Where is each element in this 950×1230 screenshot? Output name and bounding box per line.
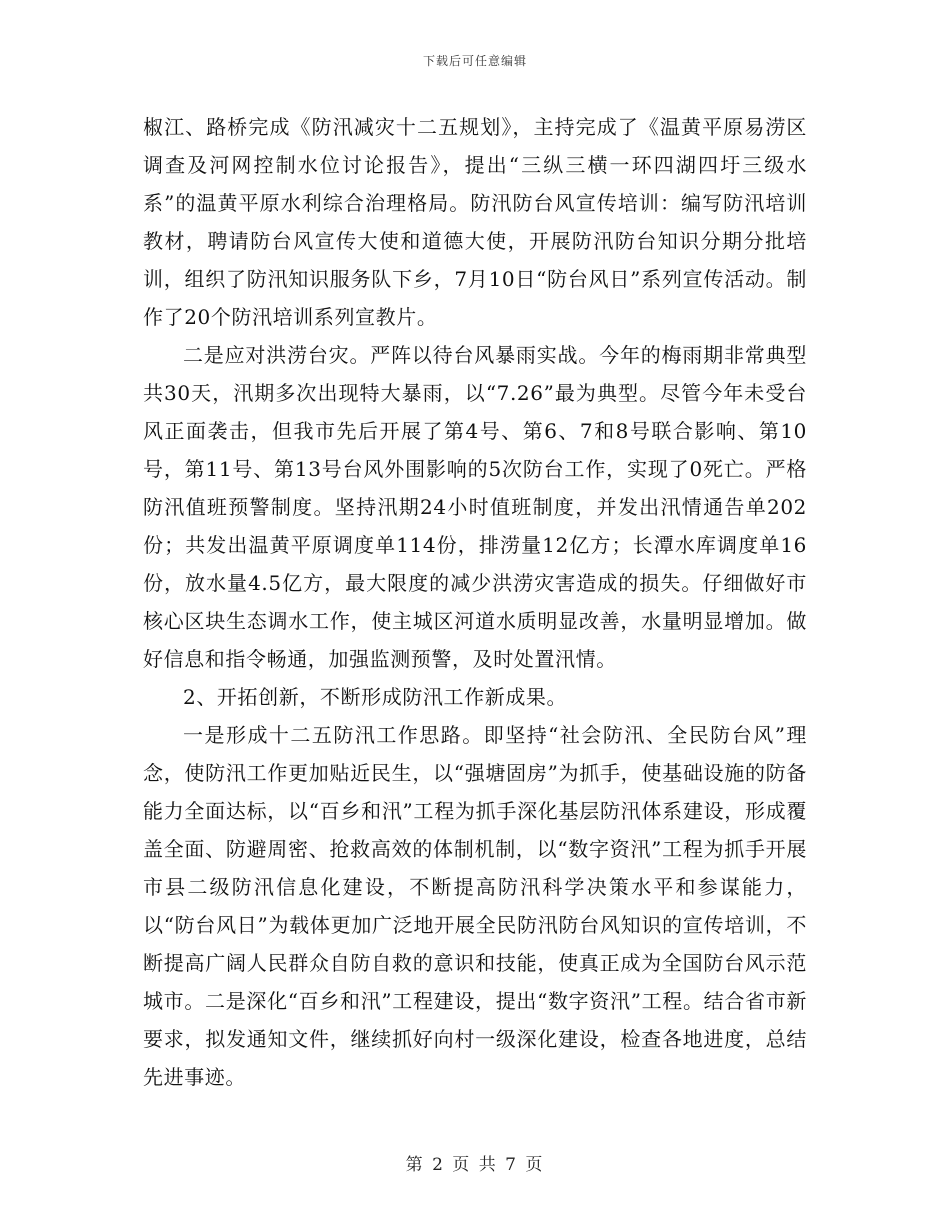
page-number-footer: 第 2 页 共 7 页 bbox=[405, 1155, 545, 1175]
document-body bbox=[143, 108, 807, 1096]
page-header: 下载后可任意编辑 bbox=[422, 54, 527, 68]
body-paragraph-1: 椒江、路桥完成《防汛减灾十二五规划》，主持完成了《温黄平原易涝区调查及河网控制水位讨论报告》，提出“三纵三横一环四湖四圩三级水系”的温黄平原水利综合治理格局。防汛防台风宣传培训：编写防汛培训教材，聘请防台风宣传大使和道德大使，开展防汛防台知识分期分批培训，组织了防汛知识服务队下乡，7月10日“防台风日”系列宣传活动。制作了20个防汛培训系列宣教片。 bbox=[143, 115, 807, 329]
body-paragraph-3: 一是形成十二五防汛工作思路。即坚持“社会防汛、全民防台风”理念，使防汛工作更加贴近民生，以“强塘固房”为抓手，使基础设施的防备能力全面达标，以“百乡和汛”工程为抓手深化基层防汛体系建设，形成覆盖全面、防避周密、抢救高效的体制机制，以“数字资汛”工程为抓手开展市县二级防汛信息化建设，不断提高防汛科学决策水平和参谋能力，以“防台风日”为载体更加广泛地开展全民防汛防台风知识的宣传培训，不断提高广阔人民群众自防自救的意识和技能，使真正成为全国防台风示范城市。二是深化“百乡和汛”工程建设，提出“数字资汛”工程。结合省市新要求，拟发通知文件，继续抓好向村一级深化建设，检查各地进度，总结先进事迹。 bbox=[143, 723, 807, 1089]
section-heading: 2、开拓创新，不断形成防汛工作新成果。 bbox=[183, 685, 568, 709]
body-paragraph-2: 二是应对洪涝台灾。严阵以待台风暴雨实战。今年的梅雨期非常典型共30天，汛期多次出现特大暴雨，以“7.26”最为典型。尽管今年未受台风正面袭击，但我市先后开展了第4号、第6、7和8号联合影响、第10号，第11号、第13号台风外围影响的5次防台工作，实现了0死亡。严格防汛值班预警制度。坚持汛期24小时值班制度，并发出汛情通告单202份；共发出温黄平原调度单114份，排涝量12亿方；长潭水库调度单16份，放水量4.5亿方，最大限度的减少洪涝灾害造成的损失。仔细做好市核心区块生态调水工作，使主城区河道水质明显改善，水量明显增加。做好信息和指令畅通，加强监测预警，及时处置汛情。 bbox=[143, 343, 807, 671]
